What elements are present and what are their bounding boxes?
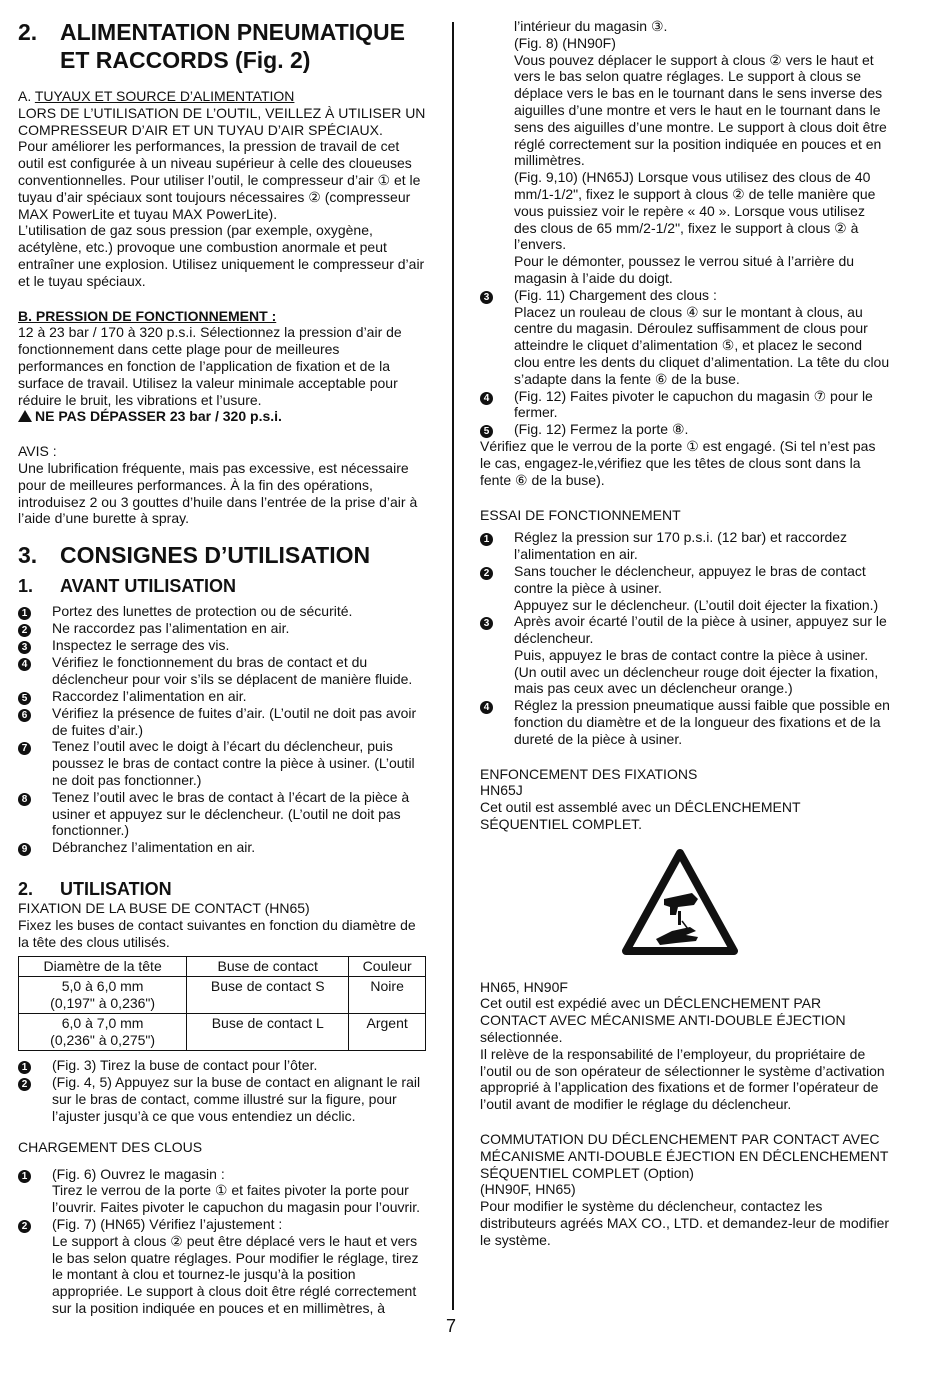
subsection-a-para1: Pour améliorer les performances, la pression de travail de cet outil est configurée à un niveau supérieur à celle des cloueuses conventionnelles. Pour utiliser l’outil, le compresseur d’air ① et le tuyau d’air spéciaux sont toujours nécessaires ② (compresseur MAX PowerLite et tuyau MAX PowerLite). (18, 138, 421, 222)
table-header: Diamètre de la tête (19, 957, 187, 977)
table-header: Buse de contact (187, 957, 349, 977)
list-item: 8 Tenez l’outil avec le bras de contact à l’écart de la pièce à usiner et appuyez sur le déclencheur. (L’outil ne doit pas fonctionner.) (18, 789, 428, 839)
enfoncement-model: HN65J (480, 782, 523, 799)
table-cell: Buse de contact L (187, 1014, 349, 1051)
list-item: 1 (Fig. 3) Tirez la buse de contact pour l’ôter. (18, 1057, 428, 1074)
commutation-heading: COMMUTATION DU DÉCLENCHEMENT PAR CONTACT AVEC MÉCANISME ANTI-DOUBLE ÉJECTION EN DÉCLENCHEMENT SÉQUENTIEL COMPLET (Option) (480, 1131, 889, 1181)
column-divider (452, 22, 454, 1310)
list-item: 5 Raccordez l’alimentation en air. (18, 688, 428, 705)
chargement-heading: CHARGEMENT DES CLOUS (18, 1138, 203, 1155)
fixation-para: Fixez les buses de contact suivantes en fonction du diamètre de la tête des clous utilisés. (18, 916, 416, 950)
warning-triangle-icon (18, 410, 32, 422)
table-cell: 5,0 à 6,0 mm (0,197" à 0,236") (19, 977, 187, 1014)
list-item: 6 Vérifiez la présence de fuites d’air. (L’outil ne doit pas avoir de fuites d’air.) (18, 705, 428, 739)
list-item: 5 (Fig. 12) Fermez la porte ⑧. (480, 421, 890, 438)
list-item: 3 Après avoir écarté l’outil de la pièce à usiner, appuyez sur le déclencheur. Puis, appuyez le bras de contact contre la pièce à usiner. (Un outil avec un déclencheur rouge doit éjecter la fixation, mais pas ceux avec un déclencheur orange.) (480, 613, 890, 697)
avis-text: Une lubrification fréquente, mais pas excessive, est nécessaire pour de meilleures performances. À la fin des opérations, introduisez 2 ou 3 gouttes d’huile dans l’entrée de la prise d’air à l’aide d’une burette à spray. (18, 459, 418, 527)
table-cell: 6,0 à 7,0 mm (0,236" à 0,275") (19, 1014, 187, 1051)
essai-heading: ESSAI DE FONCTIONNEMENT (480, 506, 681, 523)
left-column (18, 18, 428, 1317)
list-item: 1 Réglez la pression sur 170 p.s.i. (12 bar) et raccordez l’alimentation en air. (480, 529, 890, 563)
table-cell: Argent (349, 1014, 426, 1051)
avis-label: AVIS : (18, 443, 57, 460)
list-item: 7 Tenez l’outil avec le doigt à l’écart du déclencheur, puis poussez le bras de contact contre la pièce à usiner. (L’outil ne doit pas fonctionner.) (18, 738, 428, 788)
avant-utilisation-list (18, 603, 428, 856)
commutation-text: Pour modifier le système du déclencheur, contactez les distributeurs agréés MAX CO., LTD. et demandez-leur de modifier le système. (480, 1198, 890, 1248)
list-item: 3 Inspectez le serrage des vis. (18, 637, 428, 654)
section-2-heading: 2. ALIMENTATION PNEUMATIQUE ET RACCORDS (Fig. 2) (18, 19, 405, 73)
subsection-a-heading: A. TUYAUX ET SOURCE D’ALIMENTATION (18, 88, 295, 104)
hn-text1: Cet outil est expédié avec un DÉCLENCHEMENT PAR CONTACT AVEC MÉCANISME ANTI-DOUBLE ÉJECTION sélectionnée. (480, 995, 846, 1046)
list-item: 1 (Fig. 6) Ouvrez le magasin : Tirez le verrou de la porte ① et faites pivoter la porte pour l’ouvrir. Faites pivoter le capuchon du magasin pour l’ouvrir. (18, 1166, 428, 1216)
subsection-b-para1: 12 à 23 bar / 170 à 320 p.s.i. Sélectionnez la pression d’air de fonctionnement dans cette plage pour de meilleures performances en fonction de l’application de fixation et de la surface de travail. Utilisez la valeur minimale acceptable pour réduire le bruit, les vibrations et l’usure. (18, 324, 402, 408)
table-row (19, 1014, 426, 1051)
hn-models: HN65, HN90F (480, 978, 568, 995)
table-cell: Noire (349, 977, 426, 1014)
section-2-title-line1: ALIMENTATION PNEUMATIQUE (60, 19, 405, 45)
verification-text: Vérifiez que le verrou de la porte ① est engagé. (Si tel n’est pas le cas, engagez-le,vérifiez que les têtes de clous sont dans la fente ⑥ de la buse). (480, 438, 876, 488)
list-item: 4 (Fig. 12) Faites pivoter le capuchon du magasin ⑦ pour le fermer. (480, 388, 890, 422)
right-column (480, 18, 890, 1249)
enfoncement-heading: ENFONCEMENT DES FIXATIONS (480, 765, 698, 782)
list-item: 2 (Fig. 4, 5) Appuyez sur la buse de contact en alignant le rail sur le bras de contact, comme illustré sur la figure, pour l’ajuster jusqu’à ce que vous entendiez un déclic. (18, 1074, 428, 1124)
subsection-a-warning-caps: LORS DE L’UTILISATION DE L’OUTIL, VEILLEZ À UTILISER UN COMPRESSEUR D’AIR ET UN TUYAU D’AIR SPÉCIAUX. (18, 104, 426, 138)
subsection-b-heading: B. PRESSION DE FONCTIONNEMENT : (18, 307, 277, 324)
page-number: 7 (446, 1316, 457, 1336)
section-3-heading: 3. CONSIGNES D’UTILISATION (18, 542, 371, 569)
warning-hand-hazard-icon (620, 847, 740, 957)
continued-text: l’intérieur du magasin ③. (Fig. 8) (HN90F) Vous pouvez déplacer le support à clous ② vers le haut et vers le bas selon quatre réglages. Le support à clous se déplace vers le bas en le tournant dans le sens inverse des aiguilles d’une montre et vers le haut en le tournant dans le sens des aiguilles d’une montre. Le support à clous doit être réglé correctement sur la position indiquée en pouces et en millimètres. (Fig. 9,10) (HN65J) Lorsque vous utilisez des clous de 40 mm/1-1/2", fixez le support à clous ② de telle manière que vous puissiez voir le repère « 40 ». Lorsque vous utilisez des clous de 65 mm/2-1/2", fixez le support à clous ② à l’envers. Pour le démonter, poussez le verrou situé à l’arrière du magasin à l’aide du doigt. (514, 18, 887, 286)
utilisation-heading: 2. UTILISATION (18, 879, 172, 900)
subsection-a-para2: L’utilisation de gaz sous pression (par exemple, oxygène, acétylène, etc.) provoque une combustion anormale et peut entraîner une explosion. Utilisez uniquement le compresseur d’air et le tuyau spéciaux. (18, 222, 425, 289)
commutation-models: (HN90F, HN65) (480, 1181, 576, 1198)
table-cell: Buse de contact S (187, 977, 349, 1014)
section-2-title-line2: ET RACCORDS (Fig. 2) (60, 47, 311, 73)
list-item: 4 Vérifiez le fonctionnement du bras de contact et du déclencheur pour voir s’ils se déplacent de manière fluide. (18, 654, 428, 688)
table-header-row (19, 957, 426, 977)
list-item: 1 Portez des lunettes de protection ou de sécurité. (18, 603, 428, 620)
list-item: 9 Débranchez l’alimentation en air. (18, 839, 428, 856)
enfoncement-text: Cet outil est assemblé avec un DÉCLENCHEMENT SÉQUENTIEL COMPLET. (480, 799, 801, 833)
pressure-warning: NE PAS DÉPASSER 23 bar / 320 p.s.i. (18, 408, 428, 425)
list-item: 2 Sans toucher le déclencheur, appuyez le bras de contact contre la pièce à usiner. Appuyez sur le déclencheur. (L’outil doit éjecter la fixation.) (480, 563, 890, 613)
fixation-heading: FIXATION DE LA BUSE DE CONTACT (HN65) (18, 900, 310, 917)
list-item: 2 (Fig. 7) (HN65) Vérifiez l’ajustement : Le support à clous ② peut être déplacé vers le haut et vers le bas selon quatre réglages. Pour modifier le réglage, tirez le montant à clou et tournez-le jusqu’à la position appropriée. Le support à clous doit être réglé correctement sur la position indiquée en pouces et en millimètres, à (18, 1216, 428, 1317)
hn-text2: Il relève de la responsabilité de l’employeur, du propriétaire de l’outil ou de son opérateur de sélectionner le système d’activation approprié à l’application des fixations et de former l’opérateur de l’outil avant de modifier le réglage du déclencheur. (480, 1045, 885, 1113)
table-row (19, 977, 426, 1014)
list-item: 4 Réglez la pression pneumatique aussi faible que possible en fonction du diamètre et de la longueur des fixations et de la dureté de la pièce à usiner. (480, 697, 890, 747)
table-header: Couleur (349, 957, 426, 977)
list-item: 2 Ne raccordez pas l’alimentation en air. (18, 620, 428, 637)
contact-nose-table (18, 956, 426, 1051)
avant-utilisation-heading: 1. AVANT UTILISATION (18, 576, 236, 597)
list-item: 3 (Fig. 11) Chargement des clous : Placez un rouleau de clous ④ sur le montant à clous, au centre du magasin. Déroulez suffisamment de clous pour atteindre le cliquet d’alimentation ⑤, et placez le second clou entre les dents du cliquet d’alimentation. La tête du clou s’adapte dans la fente ⑥ de la buse. (480, 287, 890, 388)
